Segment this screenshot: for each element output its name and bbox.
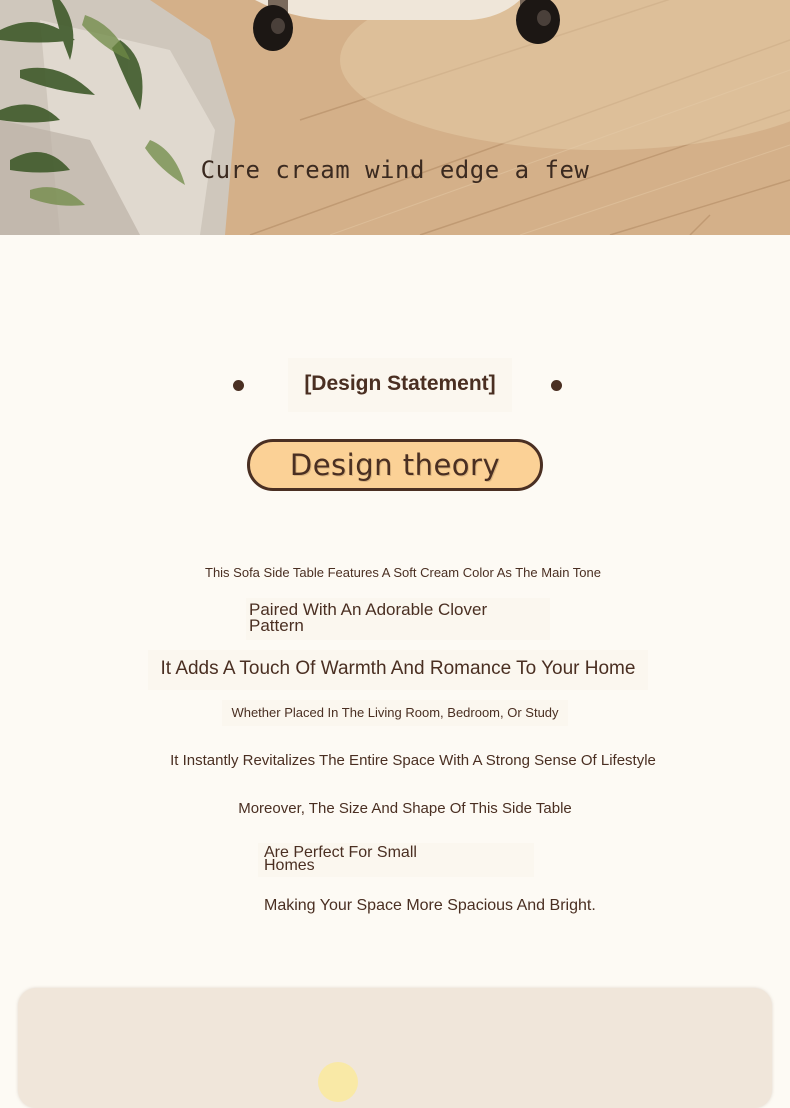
hero-illustration [0,0,790,235]
hero-photo [0,0,790,235]
left-bullet-dot [233,380,244,391]
right-bullet-dot [551,380,562,391]
hero-caption: Cure cream wind edge a few [200,156,590,184]
sun-icon [318,1062,358,1102]
description-line-8: Making Your Space More Spacious And Bright. [264,897,596,914]
description-line-2-text: Paired With An Adorable Clover Pattern [249,600,488,635]
description-line-3: It Adds A Touch Of Warmth And Romance To Your Home [148,650,648,690]
description-line-7-text: Are Perfect For Small Homes [264,844,417,874]
description-line-5: It Instantly Revitalizes The Entire Space With A Strong Sense Of Lifestyle [170,752,656,769]
description-line-1: This Sofa Side Table Features A Soft Cream Color As The Main Tone [205,565,601,580]
feature-card [18,988,772,1108]
description-line-2 [246,598,550,640]
design-statement-heading: [Design Statement] [288,358,512,412]
description-line-6: Moreover, The Size And Shape Of This Side Table [238,800,572,817]
description-line-7 [258,843,534,877]
description-line-4: Whether Placed In The Living Room, Bedroom, Or Study [222,700,568,726]
design-theory-badge: Design theory [247,439,543,491]
